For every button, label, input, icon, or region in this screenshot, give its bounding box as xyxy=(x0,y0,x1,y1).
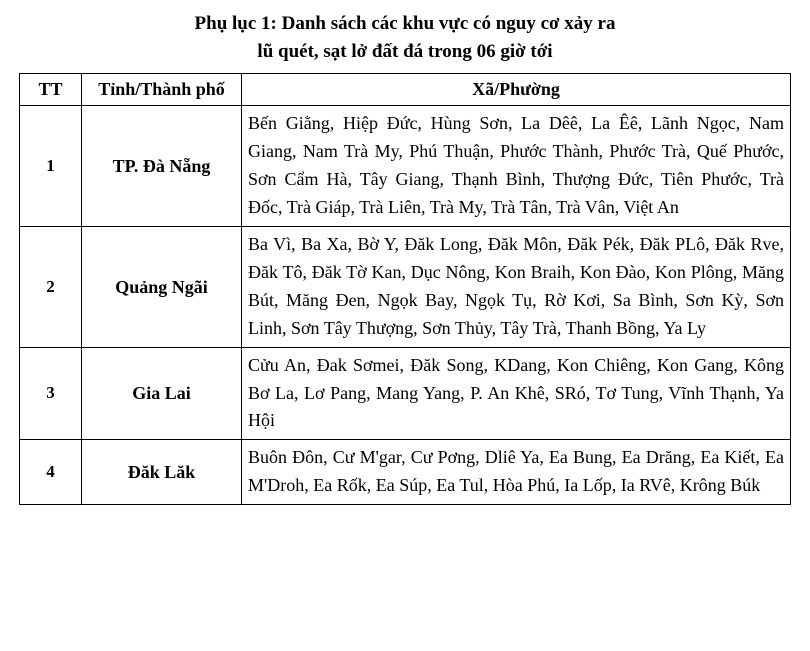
column-header-tt: TT xyxy=(20,74,82,106)
row-index: 2 xyxy=(20,227,82,348)
row-communes: Ba Vì, Ba Xa, Bờ Y, Đăk Long, Đăk Môn, Đăk Pék, Đăk PLô, Đăk Rve, Đăk Tô, Đăk Tờ Kan, Dục Nông, Kon Braih, Kon Đào, Kon Plông, Măng Bút, Măng Đen, Ngọk Bay, Ngọk Tụ, Rờ Kơi, Sa Bình, Sơn Kỳ, Sơn Linh, Sơn Tây Thượng, Sơn Thủy, Tây Trà, Thanh Bồng, Ya Ly xyxy=(242,227,791,348)
table-header-row xyxy=(20,74,791,106)
column-header-province: Tỉnh/Thành phố xyxy=(82,74,242,106)
row-index: 4 xyxy=(20,440,82,505)
row-province: TP. Đà Nẵng xyxy=(82,106,242,227)
row-province: Quảng Ngãi xyxy=(82,227,242,348)
row-communes: Buôn Đôn, Cư M'gar, Cư Pơng, Dliê Ya, Ea Bung, Ea Drăng, Ea Kiết, Ea M'Droh, Ea Rốk, Ea Súp, Ea Tul, Hòa Phú, Ia Lốp, Ia RVê, Krông Búk xyxy=(242,440,791,505)
table-row xyxy=(20,347,791,440)
table-row xyxy=(20,440,791,505)
page-title-line-1: Phụ lục 1: Danh sách các khu vực có nguy cơ xảy ra xyxy=(194,13,616,34)
row-index: 3 xyxy=(20,347,82,440)
risk-areas-table xyxy=(19,73,791,505)
page-title-line-2: lũ quét, sạt lở đất đá trong 06 giờ tới xyxy=(257,40,553,62)
row-province: Đăk Lăk xyxy=(82,440,242,505)
row-communes: Bến Giằng, Hiệp Đức, Hùng Sơn, La Dêê, La Êê, Lãnh Ngọc, Nam Giang, Nam Trà My, Phú Thuận, Phước Thành, Phước Trà, Quế Phước, Sơn Cẩm Hà, Tây Giang, Thạnh Bình, Thượng Đức, Tiên Phước, Trà Đốc, Trà Giáp, Trà Liên, Trà My, Trà Tân, Trà Vân, Việt An xyxy=(242,106,791,227)
page-title xyxy=(18,10,792,65)
table-row xyxy=(20,106,791,227)
row-index: 1 xyxy=(20,106,82,227)
column-header-commune: Xã/Phường xyxy=(242,74,791,106)
row-province: Gia Lai xyxy=(82,347,242,440)
row-communes: Cửu An, Đak Sơmei, Đăk Song, KDang, Kon Chiêng, Kon Gang, Kông Bơ La, Lơ Pang, Mang Yang, P. An Khê, SRó, Tơ Tung, Vĩnh Thạnh, Ya Hội xyxy=(242,347,791,440)
table-header xyxy=(20,74,791,106)
table-body xyxy=(20,106,791,505)
table-row xyxy=(20,227,791,348)
